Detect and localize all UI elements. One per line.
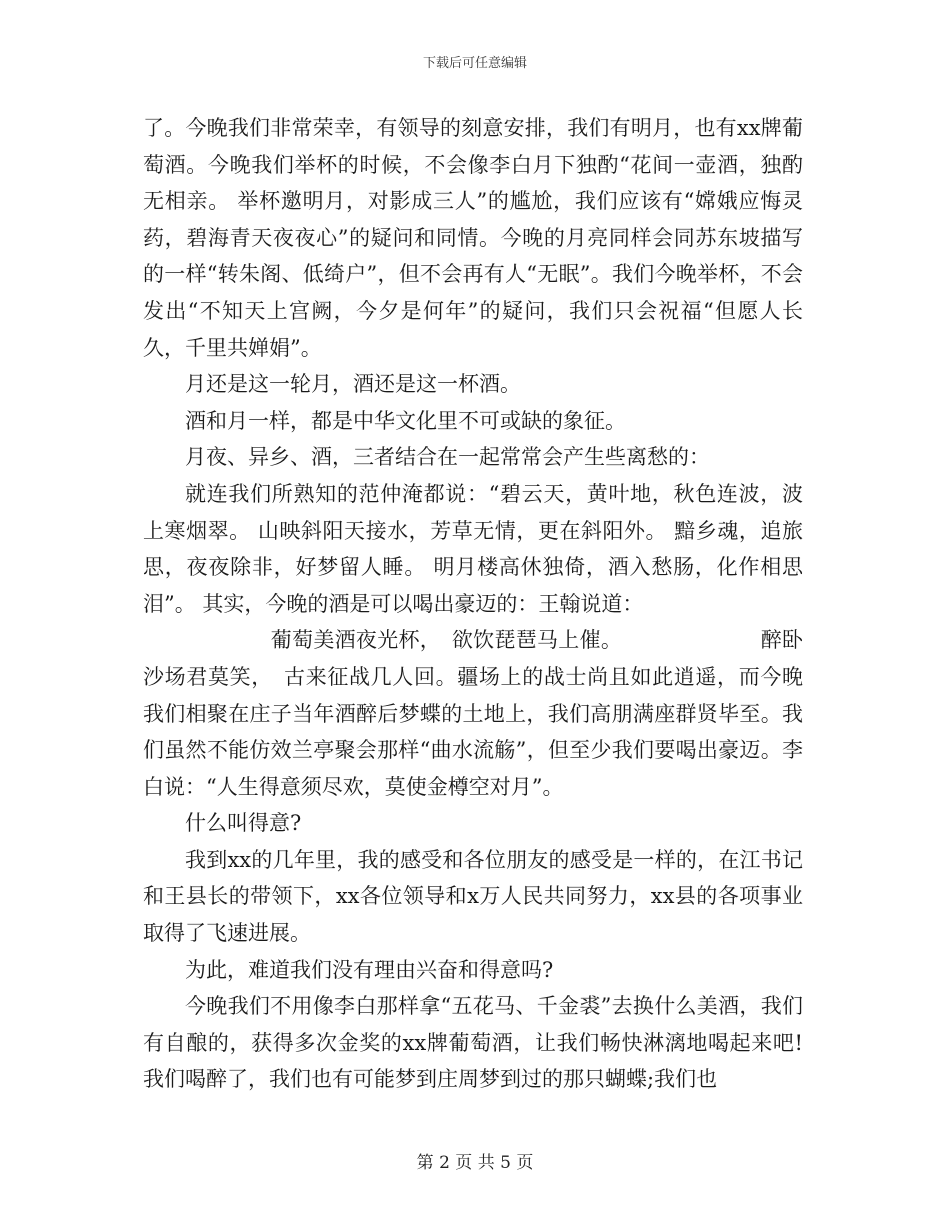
page-header: 下载后可任意编辑: [422, 56, 527, 71]
paragraph-1: 了。今晚我们非常荣幸，有领导的刻意安排，我们有明月，也有xx牌葡萄酒。今晚我们举杯的时候，不会像李白月下独酌“花间一壶酒，独酌无相亲。 举杯邀明月，对影成三人”的尴尬，我们应该有“嫦娥应悔灵药，碧海青天夜夜心”的疑问和同情。今晚的月亮同样会同苏东坡描写的一样“转朱阁、低绮户”，但不会再有人“无眠”。我们今晚举杯，不会发出“不知天上宫阙，今夕是何年”的疑问，我们只会祝福“但愿人长久，千里共婵娟”。: [143, 116, 803, 360]
paragraph-7: 什么叫得意?: [185, 811, 302, 836]
paragraph-9: 为此，难道我们没有理由兴奋和得意吗?: [185, 957, 554, 982]
document-body: [143, 110, 803, 1098]
paragraph-4: 月夜、异乡、酒，三者结合在一起常常会产生些离愁的：: [185, 445, 710, 470]
paragraph-5: 就连我们所熟知的范仲淹都说：“碧云天，黄叶地，秋色连波，波上寒烟翠。 山映斜阳天接水，芳草无情，更在斜阳外。 黯乡魂，追旅思，夜夜除非，好梦留人睡。 明月楼高休独倚，酒入愁肠，化作相思泪”。 其实，今晚的酒是可以喝出豪迈的：王翰说道：: [143, 481, 803, 616]
page-footer: 第 2 页 共 5 页: [416, 1153, 534, 1173]
paragraph-8: 我到xx的几年里，我的感受和各位朋友的感受是一样的，在江书记和王县长的带领下，xx各位领导和x万人民共同努力，xx县的各项事业取得了飞速进展。: [143, 847, 803, 946]
paragraph-6-poem: 葡萄美酒夜光杯， 欲饮琵琶马上催。 醉卧沙场君莫笑， 古来征战几人回。疆场上的战士尚且如此逍遥，而今晚我们相聚在庄子当年酒醉后梦蝶的土地上，我们高朋满座群贤毕至。我们虽然不能仿效兰亭聚会那样“曲水流觞”，但至少我们要喝出豪迈。李白说：“人生得意须尽欢，莫使金樽空对月”。: [143, 628, 803, 799]
paragraph-3: 酒和月一样，都是中华文化里不可或缺的象征。: [185, 408, 626, 433]
paragraph-2: 月还是这一轮月，酒还是这一杯酒。: [185, 372, 521, 397]
paragraph-10: 今晚我们不用像李白那样拿“五花马、千金裘”去换什么美酒，我们有自酿的，获得多次金奖的xx牌葡萄酒，让我们畅快淋漓地喝起来吧!我们喝醉了，我们也有可能梦到庄周梦到过的那只蝴蝶;我们也: [143, 994, 803, 1092]
